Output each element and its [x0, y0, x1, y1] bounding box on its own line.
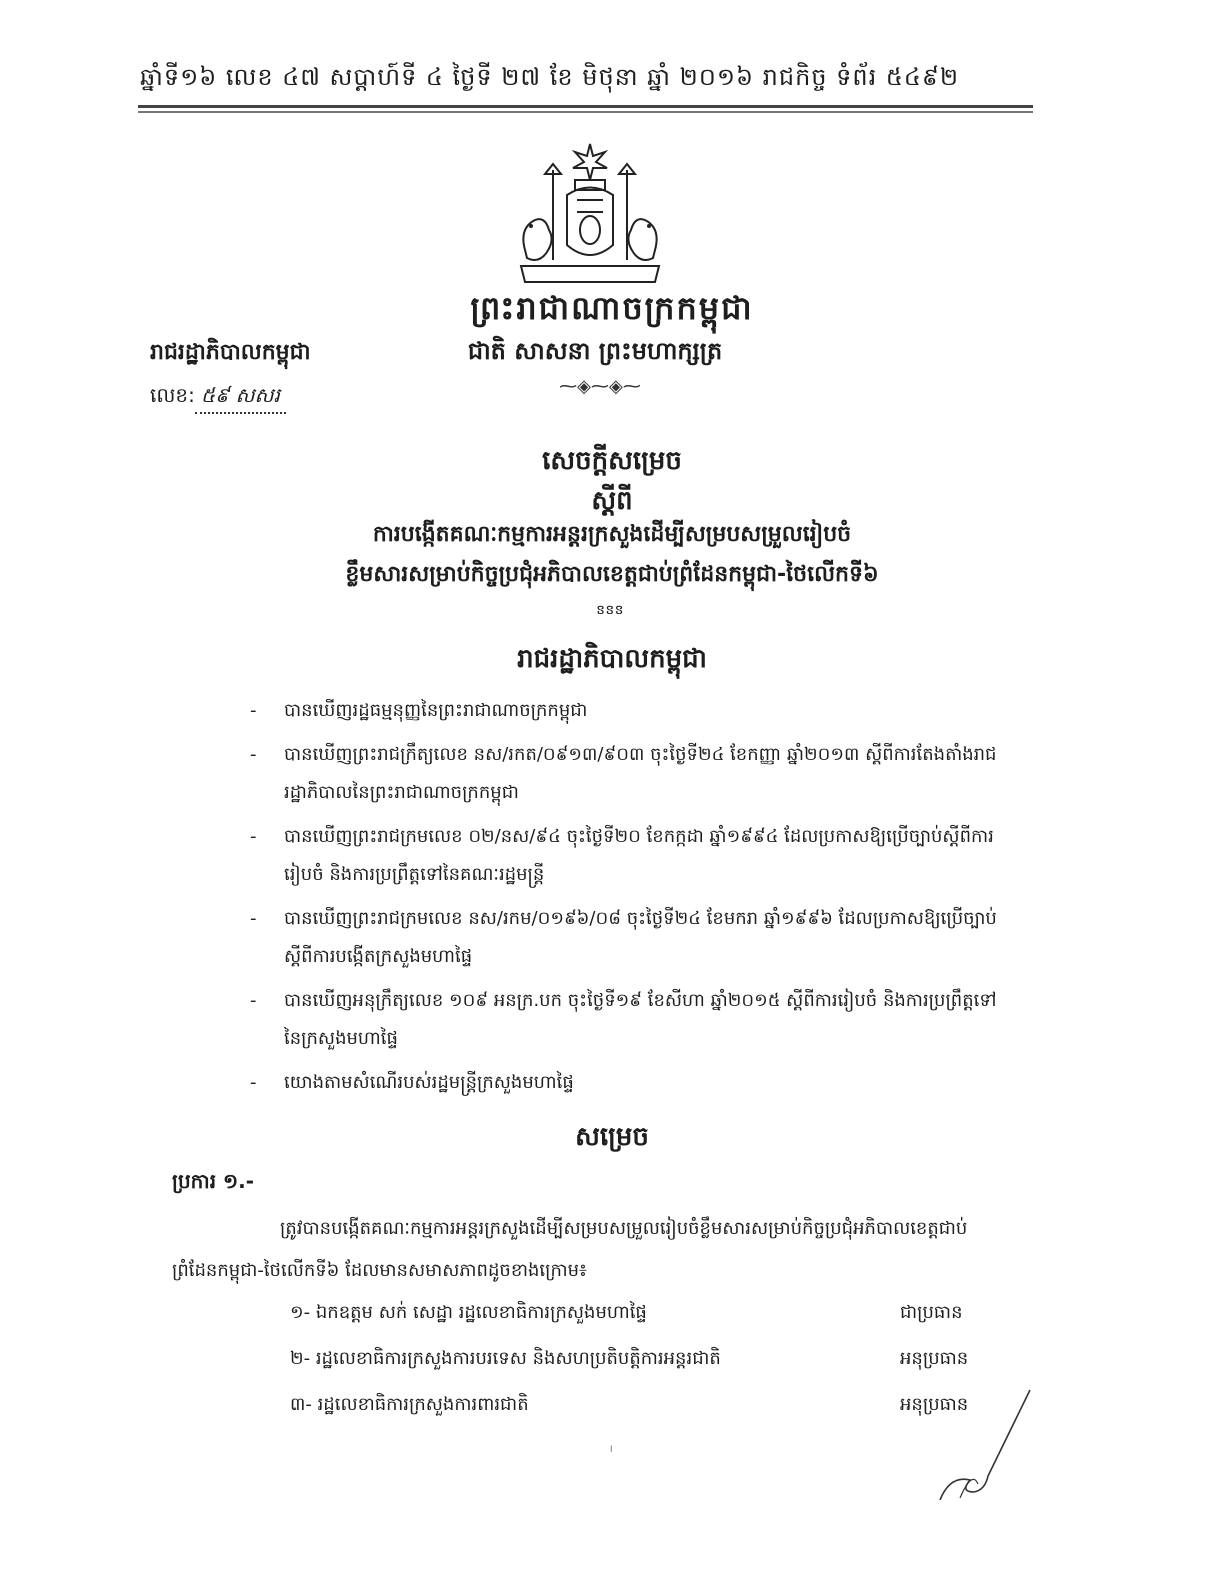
recital-text: បានឃើញព្រះរាជក្រឹត្យលេខ នស/រកត/០៩១៣/៩០៣ ចុះថ្ងៃទី២៤ ខែកញ្ញា ឆ្នាំ២០១៣ ស្តីពីការតែងតាំងរាជរដ្ឋាភិបាលនៃព្រះរាជាណាចក្រកម្ពុជា: [284, 744, 997, 803]
signature-initial-icon: [930, 1380, 1040, 1510]
recital-text: បានឃើញព្រះរាជក្រមលេខ នស/រកម/០១៩៦/០៨ ចុះថ្ងៃទី២៤ ខែមករា ឆ្នាំ១៩៩៦ ដែលប្រកាសឱ្យប្រើច្បាប់ស្តីពីការបង្កើតក្រសួងមហាផ្ទៃ: [284, 908, 997, 967]
recital-text: បានឃើញអនុក្រឹត្យលេខ ១០៩ អនក្រ.បក ចុះថ្ងៃទី១៩ ខែសីហា ឆ្នាំ២០១៥ ស្តីពីការរៀបចំ និងការប្រព្រឹត្តទៅនៃក្រសួងមហាផ្ទៃ: [284, 990, 997, 1049]
royal-emblem-icon: [505, 140, 675, 290]
decision-subtitle: ស្តីពី: [591, 486, 633, 516]
recital-dash: -: [250, 744, 257, 765]
recital-dash: -: [250, 990, 257, 1011]
recital-text: បានឃើញព្រះរាជក្រមលេខ ០២/នស/៩៤ ចុះថ្ងៃទី២០ ខែកក្កដា ឆ្នាំ១៩៩៤ ដែលប្រកាសឱ្យប្រើច្បាប់ស្តីពីការរៀបចំ និងការប្រព្រឹត្តទៅនៃគណៈរដ្ឋមន្ត្រី: [284, 826, 994, 885]
ornament-divider: ⁓◈⁓◈⁓: [559, 376, 641, 397]
decision-number-label: លេខ:: [150, 383, 195, 407]
government-heading: រាជរដ្ឋាភិបាលកម្ពុជា: [517, 644, 707, 674]
committee-member: [290, 1336, 990, 1382]
recital-item: [250, 1064, 1010, 1102]
article-1-label: ប្រការ ១.-: [172, 1169, 255, 1193]
decides-heading: សម្រេច: [575, 1122, 649, 1152]
recital-dash: -: [250, 1072, 257, 1093]
kingdom-name: ព្រះរាជាណាចក្រកម្ពុជា: [470, 289, 754, 327]
recital-item: [250, 900, 1010, 976]
recital-item: [250, 692, 1010, 730]
issuer-name: រាជរដ្ឋាភិបាលកម្ពុជា: [150, 340, 311, 365]
recital-item: [250, 818, 1010, 894]
committee-member-list: [290, 1290, 990, 1428]
national-motto: ជាតិ សាសនា ព្រះមហាក្សត្រ: [467, 337, 723, 365]
header-rule-thin: [138, 111, 1033, 113]
committee-member: [290, 1382, 990, 1428]
member-name: ១- ឯកឧត្តម សក់ សេដ្ឋា រដ្ឋលេខាធិការក្រសួងមហាផ្ទៃ: [290, 1302, 647, 1323]
recital-dash: -: [250, 908, 257, 929]
member-role: អនុប្រធាន: [900, 1348, 969, 1369]
recital-item: [250, 982, 1010, 1058]
decision-number: [150, 382, 286, 414]
page-mark: ၊: [610, 1440, 613, 1456]
decision-subject-line-1: ការបង្កើតគណៈកម្មការអន្តរក្រសួងដើម្បីសម្របសម្រួលរៀបចំ: [372, 522, 852, 547]
recital-dash: -: [250, 700, 257, 721]
member-name: ៣- រដ្ឋលេខាធិការក្រសួងការពារជាតិ: [290, 1394, 529, 1415]
member-name: ២- រដ្ឋលេខាធិការក្រសួងការបរទេស និងសហប្រតិបត្តិការអន្តរជាតិ: [290, 1348, 721, 1369]
header-rule: [138, 105, 1033, 108]
recital-list: [250, 692, 1010, 1108]
decision-number-value: ៥៩ សសរ: [195, 382, 286, 414]
article-1-text: ត្រូវបានបង្កើតគណៈកម្មការអន្តរក្រសួងដើម្បីសម្របសម្រួលរៀបចំខ្លឹមសារសម្រាប់កិច្ចប្រជុំអភិបាលខេត្តជាប់ព្រំដែនកម្ពុជា-ថៃលើកទី៦ ដែលមានសមាសភាពដូចខាងក្រោម៖: [172, 1218, 968, 1281]
section-separator: ៜៜៜ: [596, 602, 624, 618]
recital-dash: -: [250, 826, 257, 847]
recital-text: យោងតាមសំណើរបស់រដ្ឋមន្ត្រីក្រសួងមហាផ្ទៃ: [284, 1072, 574, 1093]
decision-subject-line-2: ខ្លឹមសារសម្រាប់កិច្ចប្រជុំអភិបាលខេត្តជាប់ព្រំដែនកម្ពុជា-ថៃលើកទី៦: [345, 562, 879, 587]
gazette-header: ឆ្នាំទី១៦ លេខ ៤៧ សប្តាហ៍ទី ៤ ថ្ងៃទី ២៧ ខែ មិថុនា ឆ្នាំ ២០១៦ រាជកិច្ច ទំព័រ ៥៤៩២: [140, 63, 960, 91]
recital-text: បានឃើញរដ្ឋធម្មនុញ្ញនៃព្រះរាជាណាចក្រកម្ពុជា: [284, 700, 588, 721]
member-role: ជាប្រធាន: [900, 1302, 963, 1323]
recital-item: [250, 736, 1010, 812]
member-role: អនុប្រធាន: [900, 1394, 969, 1415]
decision-title: សេចក្តីសម្រេច: [542, 446, 682, 476]
committee-member: [290, 1290, 990, 1336]
